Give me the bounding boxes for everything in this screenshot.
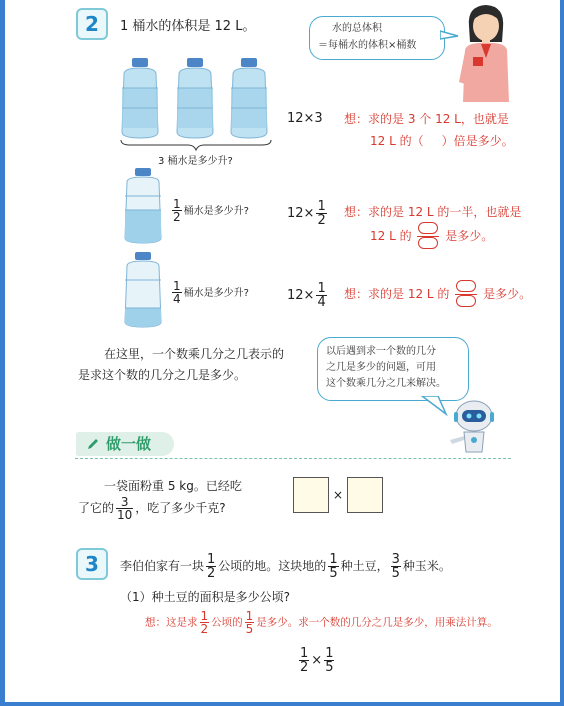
problem-3-text: 李伯伯家有一块 $\frac{1}{2}$ 公顷的地。这块地的 $\frac{1}{5}$ 种土豆， $\frac{3}{5}$ 种玉米。 [120, 552, 451, 581]
robot-speech-bubble [317, 337, 469, 401]
exercise-title: 做一做 [106, 435, 152, 453]
pencil-icon [86, 437, 100, 451]
summary-line1: 在这里，一个数乘几分之几表示的 [104, 347, 285, 361]
row2-hint-line2: 12 L 的 是多少。 [370, 222, 493, 251]
girl-speech-bubble [309, 16, 445, 60]
summary-line2: 是求这个数的几分之几是多少。 [78, 368, 247, 382]
answer-box-2[interactable] [347, 477, 383, 513]
problem-2-intro: 1 桶水的体积是 12 L。 [120, 19, 256, 34]
robot-bubble-line3: 这个数乘几分之几来解决。 [326, 378, 446, 389]
exercise-line1: 一袋面粉重 5 kg。已经吃 [104, 479, 242, 493]
page-border-left [0, 0, 5, 706]
brace-icon [120, 138, 272, 152]
row3-expression: 12× $\frac{1}{4}$ [287, 281, 326, 310]
quarter-full-bottle-icon [121, 252, 167, 328]
robot-bubble-line1: 以后遇到求一个数的几分 [326, 346, 436, 357]
three-water-bottles-icon [118, 58, 272, 140]
answer-box-1[interactable] [293, 477, 329, 513]
problem-number-badge-3: 3 [76, 548, 108, 580]
row3-hint: 想：求的是 12 L 的 是多少。 [344, 280, 531, 309]
girl-bubble-line2: ＝每桶水的体积×桶数 [318, 40, 417, 51]
row1-hint-line1: 想：求的是 3 个 12 L，也就是 [344, 112, 509, 126]
row2-expression: 12× $\frac{1}{2}$ [287, 199, 326, 228]
blank-numerator-box-2 [456, 280, 476, 292]
problem-3-subquestion: （1）种土豆的面积是多少公顷? [120, 590, 291, 604]
problem-number-badge: 2 [76, 8, 108, 40]
half-full-bottle-icon [121, 168, 167, 244]
exercise-line2: 了它的 $\frac{3}{10}$ ，吃了多少千克? [78, 495, 226, 522]
blank-denominator-box [418, 237, 438, 249]
page-border-bottom [0, 702, 564, 706]
page-border-right [560, 0, 564, 706]
robot-bubble-line2: 之几是多少的问题，可用 [326, 362, 436, 373]
brace-label: 3 桶水是多少升? [158, 156, 233, 167]
blank-numerator-box [418, 222, 438, 234]
times-sign: × [333, 488, 344, 502]
row2-hint-line1: 想：求的是 12 L 的一半，也就是 [344, 205, 522, 219]
row2-question: $\frac{1}{2}$ 桶水是多少升? [173, 197, 249, 224]
exercise-header [76, 432, 174, 456]
blank-denominator-box-2 [456, 295, 476, 307]
girl-illustration-icon [455, 2, 517, 102]
row1-hint-line2: 12 L 的（ ）倍是多少。 [370, 134, 514, 148]
girl-bubble-line1: 水的总体积 [332, 23, 382, 34]
row3-question: $\frac{1}{4}$ 桶水是多少升? [173, 279, 249, 306]
problem-3-hint: 想：这是求 $\frac{1}{2}$ 公顷的 $\frac{1}{5}$ 是多少。求一个数的几分之几是多少，用乘法计算。 [145, 609, 498, 636]
robot-illustration-icon [446, 398, 500, 454]
problem-3-calculation: $\frac{1}{2}$ × $\frac{1}{5}$ [300, 646, 334, 675]
row1-expression: 12×3 [287, 111, 323, 126]
exercise-divider [75, 458, 511, 459]
